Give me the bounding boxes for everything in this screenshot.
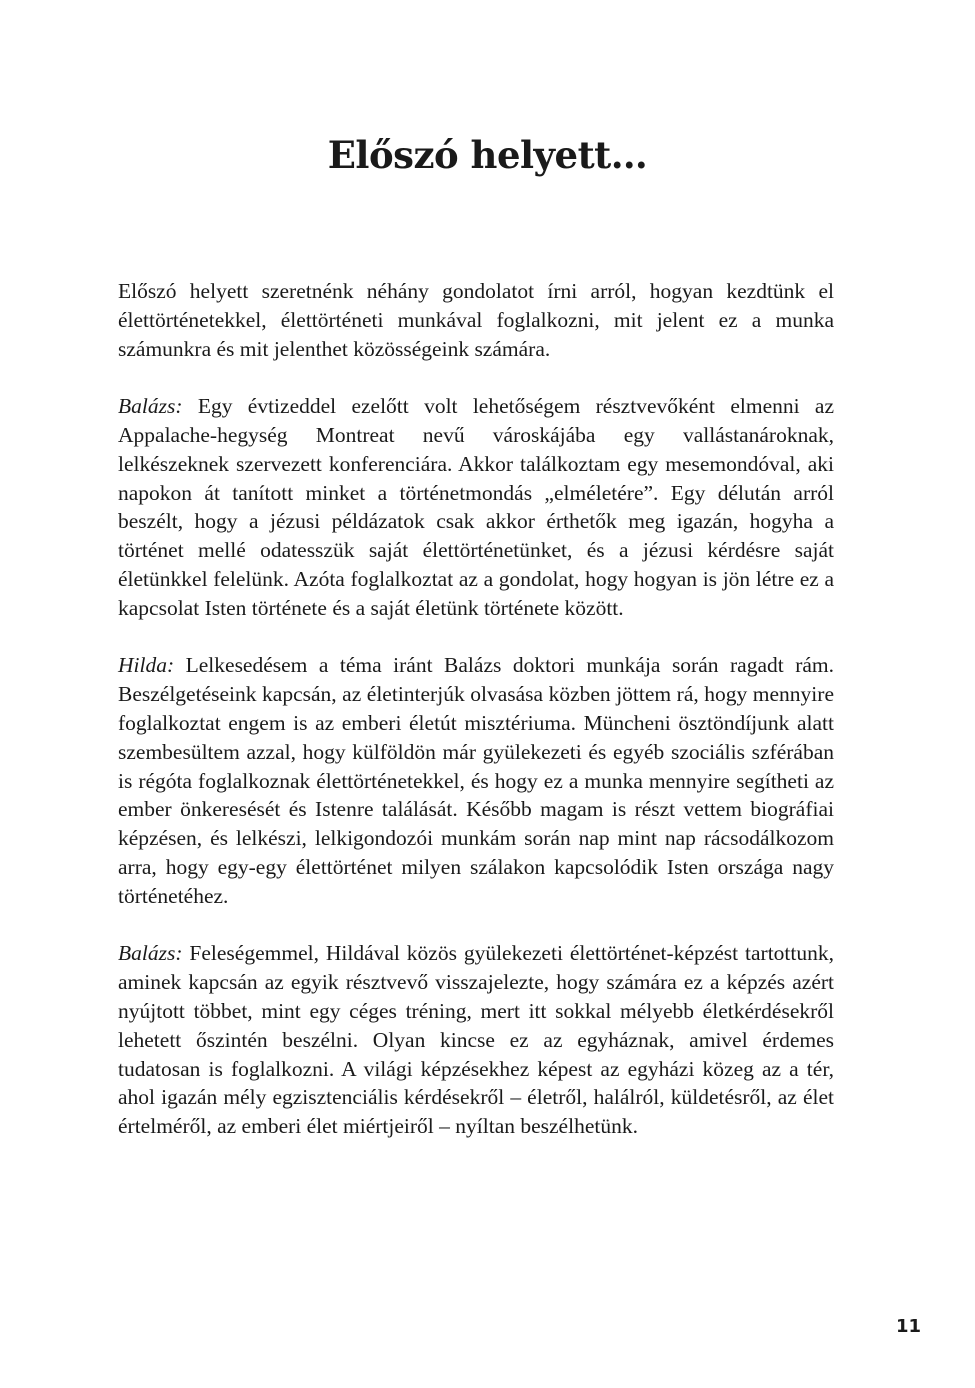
- paragraph-hilda: [118, 651, 834, 910]
- paragraph-intro: [118, 277, 834, 363]
- speaker-label: Balázs:: [118, 394, 198, 419]
- speaker-label: Hilda:: [118, 653, 186, 678]
- body-text: [118, 277, 834, 1170]
- paragraph-balazs-2: [118, 939, 834, 1141]
- page-number: 11: [895, 1316, 921, 1337]
- page-title: Előszó helyett…: [327, 133, 648, 177]
- paragraph-text: Lelkesedésem a téma iránt Balázs doktori munkája során ragadt rám. Beszélgetéseink kapcsán, az életinterjúk olvasása közben jöttem rá, hogy mennyire foglalkoztat engem is az emberi életút misztériuma. Müncheni ösztöndíjunk alatt szembesültem azzal, hogy külföldön már gyülekezeti és egyéb szociális szférában is régóta foglalkoznak élettörténetekkel, és hogy ez a munka mennyire segítheti az ember önkeresését és Istenre találását. Később magam is részt vettem biográfiai képzésen, és lelkészi, lelkigondozói munkám során nap mint nap rácsodálkozom arra, hogy egy-egy élettörténet milyen szálakon kapcsolódik Isten országa nagy történetéhez.: [118, 653, 834, 908]
- speaker-label: Balázs:: [118, 941, 190, 966]
- paragraph-balazs-1: [118, 392, 834, 622]
- paragraph-text: Előszó helyett szeretnénk néhány gondolatot írni arról, hogyan kezdtünk el élettörténetekkel, élettörténeti munkával foglalkozni, mit jelent ez a munka számunkra és mit jelenthet közösségeink számára.: [118, 279, 834, 361]
- paragraph-text: Feleségemmel, Hildával közös gyülekezeti élettörténet-képzést tartottunk, aminek kapcsán az egyik résztvevő visszajelezte, hogy számára ez a képzés azért nyújtott többet, mint egy céges tréning, mert itt sokkal mélyebb életkérdésekről lehetett őszintén beszélni. Olyan kincse ez az egyháznak, amivel érdemes tudatosan is foglalkozni. A világi képzésekhez képest az egyházi közeg az a tér, ahol igazán mély egzisztenciális kérdésekről – életről, halálról, küldetésről, az élet értelméről, az emberi élet miértjeiről – nyíltan beszélhetünk.: [118, 941, 835, 1139]
- paragraph-text: Egy évtizeddel ezelőtt volt lehetőségem résztvevőként elmenni az Appalache-hegység Montreat nevű városkájába egy vallástanároknak, lelkészeknek szervezett konferenciára. Akkor találkoztam egy mesemondóval, aki napokon át tanított minket a történetmondás „elméletére”. Egy délután arról beszélt, hogy a jézusi példázatok csak akkor érthetők meg igazán, hogyha a történet mellé odatesszük saját élettörténetünket, és a jézusi kérdésre saját életünkkel felelünk. Azóta foglalkoztat az a gondolat, hogy hogyan is jön létre ez a kapcsolat Isten története és a saját életünk története között.: [118, 394, 834, 620]
